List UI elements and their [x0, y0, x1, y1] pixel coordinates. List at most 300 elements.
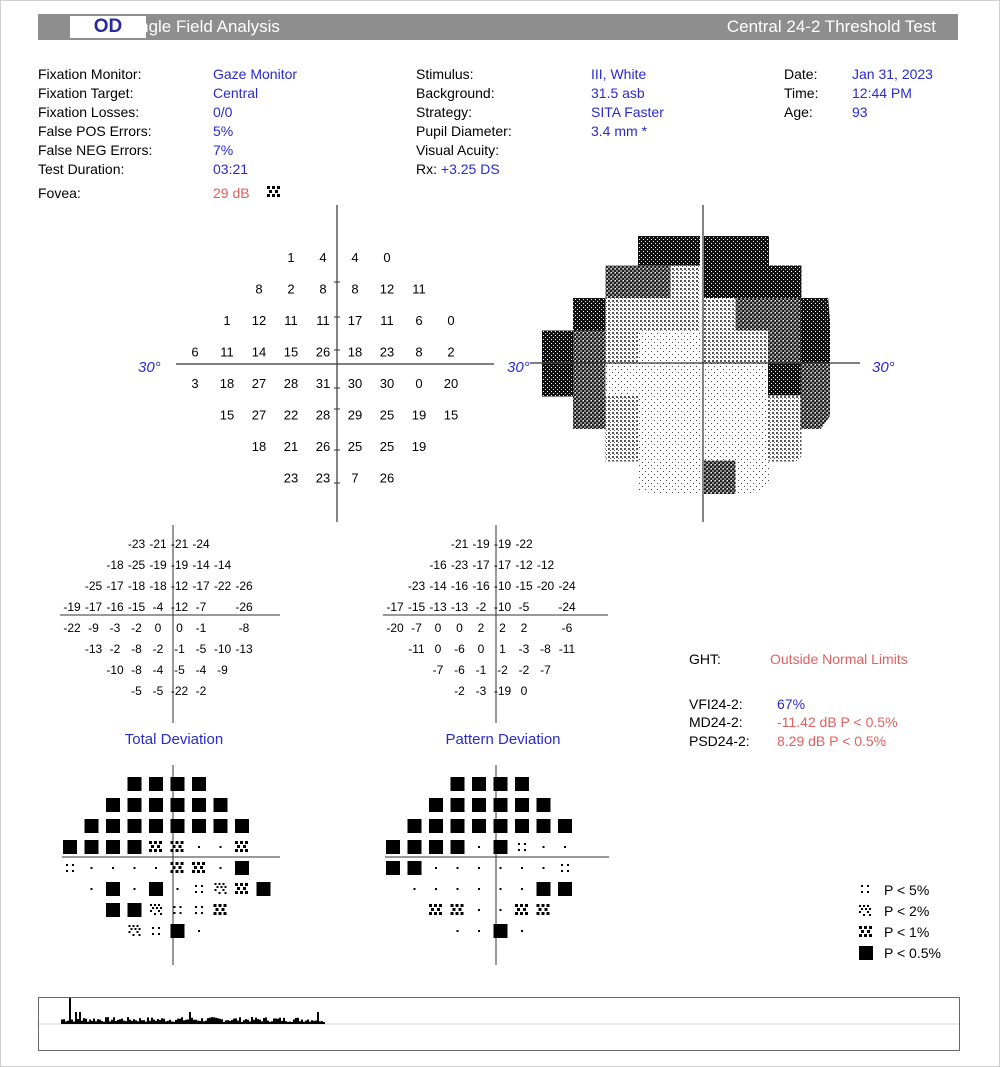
deviation-value: -22 [213, 579, 232, 593]
deviation-value: -8 [131, 642, 142, 656]
gray-axis-label-right: 30° [872, 359, 895, 376]
deviation-value: 0 [154, 621, 162, 635]
p05-symbol-icon [171, 924, 185, 938]
threshold-value: 8 [415, 344, 423, 360]
md-value: -11.42 dB P < 0.5% [777, 714, 898, 730]
normal-dot-icon [91, 867, 93, 869]
grayscale-cell [671, 266, 705, 300]
deviation-value: -22 [170, 684, 189, 698]
grayscale-cell [573, 298, 607, 332]
threshold-value: 29 [347, 407, 363, 423]
grayscale-cell [671, 428, 705, 462]
normal-dot-icon [521, 867, 523, 869]
legend-label: P < 5% [884, 882, 930, 898]
info-value: 03:21 [213, 161, 249, 177]
vfi-value: 67% [777, 696, 806, 712]
p05-symbol-icon [494, 840, 508, 854]
info-label: Fixation Losses: [38, 104, 140, 120]
p05-symbol-icon [515, 819, 529, 833]
pattern-deviation-map [363, 525, 623, 725]
rx-value: +3.25 DS [440, 161, 500, 177]
deviation-value: -2 [497, 663, 508, 677]
p1-symbol-icon [515, 904, 528, 915]
p5-symbol-icon [195, 885, 203, 893]
grayscale-cell [606, 396, 640, 430]
threshold-value: 3 [191, 376, 199, 391]
p05-symbol-icon [558, 819, 572, 833]
threshold-value: 11 [316, 313, 330, 328]
p05-symbol-icon [537, 882, 551, 896]
p1-symbol-icon [149, 841, 162, 852]
grayscale-cell [541, 331, 575, 365]
info-label: Strategy: [416, 104, 473, 120]
deviation-value: -5 [195, 642, 207, 656]
normal-dot-icon [112, 867, 114, 869]
deviation-value: -14 [213, 558, 232, 572]
p05-symbol-icon [558, 882, 572, 896]
deviation-value: -19 [493, 537, 512, 551]
deviation-value: 0 [434, 621, 442, 635]
threshold-value: 0 [447, 313, 455, 328]
grayscale-cell [736, 233, 770, 267]
deviation-value: -3 [109, 621, 121, 635]
grayscale-cell [671, 233, 705, 267]
normal-dot-icon [457, 867, 459, 869]
grayscale-cell [638, 266, 672, 300]
deviation-value: -2 [152, 642, 164, 656]
p1-symbol-icon [192, 862, 205, 873]
p5-symbol-icon [858, 883, 874, 897]
deviation-value: -17 [472, 558, 490, 572]
p05-symbol-icon [85, 819, 99, 833]
info-value: 93 [852, 104, 868, 120]
deviation-value: -21 [149, 537, 167, 551]
normal-dot-icon [564, 846, 566, 848]
total-deviation-label: Total Deviation [124, 731, 224, 748]
p05-symbol-icon [128, 903, 142, 917]
p1-symbol-icon [171, 841, 184, 852]
info-value: 7% [213, 142, 234, 158]
normal-dot-icon [457, 930, 459, 932]
grayscale-cell [638, 233, 672, 267]
deviation-value: -24 [192, 537, 210, 551]
deviation-value: -16 [429, 558, 447, 572]
deviation-value: -23 [127, 537, 146, 551]
p05-symbol-icon [106, 819, 120, 833]
gaze-tracking-box [38, 997, 960, 1051]
p05-symbol-icon [171, 798, 185, 812]
normal-dot-icon [177, 888, 179, 890]
p05-symbol-icon [429, 840, 443, 854]
grayscale-cell [703, 396, 737, 430]
deviation-value: -20 [386, 621, 404, 635]
total-probability-map [40, 765, 300, 970]
p05-symbol-icon [451, 798, 465, 812]
threshold-value: 11 [220, 344, 234, 360]
deviation-value: -1 [195, 621, 207, 635]
grayscale-cell [671, 331, 705, 365]
deviation-value: -5 [131, 684, 142, 698]
deviation-value: 1 [499, 642, 506, 656]
normal-dot-icon [91, 888, 93, 890]
deviation-value: -15 [407, 600, 426, 614]
threshold-value: 8 [319, 281, 327, 297]
threshold-value: 14 [251, 344, 267, 360]
threshold-value: 27 [251, 407, 267, 423]
info-label [416, 160, 512, 179]
info-value: III, White [591, 66, 647, 82]
info-right-labels [784, 65, 818, 122]
threshold-value: 20 [443, 376, 459, 391]
info-value: 31.5 asb [591, 85, 645, 101]
p05-symbol-icon [472, 777, 486, 791]
pattern-probability-map [363, 765, 623, 970]
p05-symbol-icon [171, 819, 185, 833]
normal-dot-icon [134, 888, 136, 890]
info-label: Visual Acuity: [416, 142, 500, 158]
p05-symbol-icon [494, 819, 508, 833]
p1-symbol-icon [171, 862, 184, 873]
grayscale-cell [606, 266, 640, 300]
deviation-value: -10 [493, 600, 512, 614]
p05-symbol-icon [451, 840, 465, 854]
eye-label: OD [70, 16, 146, 38]
p05-symbol-icon [63, 840, 77, 854]
deviation-value: -4 [195, 663, 207, 677]
grayscale-cell [671, 298, 705, 332]
normal-dot-icon [155, 867, 157, 869]
p05-symbol-icon [106, 882, 120, 896]
grayscale-cell [736, 461, 770, 495]
p05-symbol-icon [192, 798, 206, 812]
deviation-value: -24 [558, 579, 576, 593]
grayscale-cell [638, 428, 672, 462]
grayscale-cell [703, 428, 737, 462]
deviation-value: -8 [131, 663, 142, 677]
grayscale-cell [768, 396, 802, 430]
deviation-value: -5 [174, 663, 185, 677]
grayscale-cell [606, 363, 640, 397]
normal-dot-icon [198, 846, 200, 848]
deviation-value: -8 [238, 621, 250, 635]
p5-symbol-icon [174, 906, 182, 914]
threshold-value: 4 [351, 250, 359, 265]
deviation-value: -2 [475, 600, 487, 614]
p5-symbol-icon [152, 927, 160, 935]
normal-dot-icon [521, 930, 523, 932]
grayscale-cell [606, 331, 640, 365]
info-label: Pupil Diameter: [416, 123, 512, 139]
threshold-value: 11 [380, 313, 394, 328]
deviation-value: 0 [477, 642, 485, 656]
deviation-value: -16 [472, 579, 490, 593]
normal-dot-icon [478, 930, 480, 932]
grayscale-cell [606, 428, 640, 462]
p1-symbol-icon [537, 904, 550, 915]
deviation-value: -12 [170, 600, 189, 614]
gaze-tracking-trace [39, 998, 959, 1050]
deviation-value: -20 [536, 579, 555, 593]
deviation-value: -6 [454, 663, 465, 677]
p05-symbol-icon [494, 777, 508, 791]
threshold-value: 2 [287, 281, 295, 297]
normal-dot-icon [435, 888, 437, 890]
deviation-value: -2 [131, 621, 142, 635]
info-mid-values [591, 65, 664, 160]
normal-dot-icon [478, 846, 480, 848]
fovea-label: Fovea: [38, 185, 81, 201]
md-label: MD24-2: [689, 714, 743, 730]
legend-p05 [858, 945, 941, 961]
deviation-value: -21 [450, 537, 469, 551]
normal-dot-icon [500, 867, 502, 869]
deviation-value: 2 [477, 621, 485, 635]
p05-symbol-icon [128, 798, 142, 812]
p05-symbol-icon [515, 777, 529, 791]
deviation-value: -16 [106, 600, 124, 614]
deviation-value: -2 [195, 684, 207, 698]
normal-dot-icon [521, 888, 523, 890]
grayscale-cell [736, 298, 770, 332]
info-label: False POS Errors: [38, 123, 152, 139]
grayscale-cell [573, 396, 607, 430]
p05-symbol-icon [408, 840, 422, 854]
p1-symbol-icon [858, 925, 874, 939]
deviation-value: -9 [217, 663, 228, 677]
p05-symbol-icon [257, 882, 271, 896]
legend-p5 [858, 882, 929, 898]
report-header [38, 14, 958, 40]
info-label: Stimulus: [416, 66, 474, 82]
threshold-map [0, 200, 500, 530]
threshold-value: 0 [383, 250, 391, 265]
p5-symbol-icon [66, 864, 74, 872]
deviation-value: -11 [558, 642, 576, 656]
threshold-value: 27 [251, 376, 267, 391]
info-label: Time: [784, 85, 819, 101]
grayscale-cell [768, 266, 802, 300]
threshold-value: 2 [447, 344, 455, 360]
grayscale-cell [736, 396, 770, 430]
deviation-value: -14 [429, 579, 447, 593]
p05-symbol-icon [235, 819, 249, 833]
threshold-value: 18 [347, 344, 363, 360]
grayscale-cell [801, 363, 835, 397]
deviation-value: -13 [450, 600, 469, 614]
grayscale-cell [703, 298, 737, 332]
grayscale-cell [541, 363, 575, 397]
normal-dot-icon [134, 867, 136, 869]
info-value: Central [213, 85, 259, 101]
grayscale-cell [736, 363, 770, 397]
grayscale-cell [703, 461, 737, 495]
deviation-value: -17 [493, 558, 512, 572]
legend-label: P < 0.5% [884, 945, 941, 961]
deviation-value: -8 [540, 642, 551, 656]
grayscale-cell [573, 331, 607, 365]
info-right-values [852, 65, 933, 122]
p2-symbol-icon [129, 925, 141, 936]
deviation-value: -17 [84, 600, 103, 614]
info-label: Date: [784, 66, 818, 82]
p05-symbol-icon [472, 819, 486, 833]
p05-symbol-icon [408, 861, 422, 875]
threshold-value: 23 [315, 470, 331, 486]
deviation-value: -15 [127, 600, 146, 614]
total-deviation-map [40, 525, 300, 725]
threshold-value: 12 [379, 281, 395, 297]
info-value: 5% [213, 123, 234, 139]
p05-symbol-icon [214, 798, 228, 812]
p1-symbol-icon [214, 904, 227, 915]
deviation-value: -25 [84, 579, 103, 593]
deviation-value: -18 [106, 558, 124, 572]
threshold-value: 23 [379, 344, 395, 360]
info-label: Age: [784, 104, 813, 120]
p05-symbol-icon [106, 840, 120, 854]
grayscale-cell [736, 428, 770, 462]
deviation-value: -23 [407, 579, 426, 593]
axis-label-left: 30° [138, 359, 161, 376]
threshold-value: 28 [283, 376, 299, 391]
p5-symbol-icon [518, 843, 526, 851]
threshold-value: 15 [283, 344, 299, 360]
deviation-value: -18 [149, 579, 167, 593]
info-mid-labels [416, 65, 512, 179]
threshold-value: 18 [251, 439, 267, 454]
p1-symbol-icon [235, 883, 248, 894]
normal-dot-icon [478, 909, 480, 911]
p05-symbol-icon [85, 840, 99, 854]
deviation-value: -10 [213, 642, 232, 656]
deviation-value: -19 [63, 600, 81, 614]
deviation-value: 0 [520, 684, 528, 698]
test-name: Central 24-2 Threshold Test [726, 17, 936, 36]
ght-label: GHT: [689, 651, 721, 667]
p05-symbol-icon [128, 777, 142, 791]
deviation-value: -3 [518, 642, 530, 656]
threshold-value: 15 [443, 407, 459, 423]
deviation-value: -24 [558, 600, 576, 614]
threshold-value: 19 [411, 407, 427, 423]
threshold-value: 0 [415, 376, 423, 391]
threshold-value: 1 [223, 313, 231, 328]
p05-symbol-icon [149, 777, 163, 791]
threshold-value: 8 [255, 281, 263, 297]
info-left-values [213, 65, 297, 179]
grayscale-cell [801, 331, 835, 365]
grayscale-cell [671, 396, 705, 430]
info-value: SITA Faster [591, 104, 664, 120]
deviation-value: -22 [63, 621, 81, 635]
deviation-value: -12 [170, 579, 189, 593]
deviation-value: -7 [195, 600, 207, 614]
info-left-labels [38, 65, 152, 179]
p05-symbol-icon [494, 798, 508, 812]
p05-symbol-icon [515, 798, 529, 812]
p05-symbol-icon [451, 777, 465, 791]
p05-symbol-icon [451, 819, 465, 833]
p1-symbol-icon [429, 904, 442, 915]
pattern-deviation-label: Pattern Deviation [445, 731, 561, 748]
threshold-value: 19 [411, 439, 427, 454]
grayscale-cell [768, 428, 802, 462]
grayscale-cell [768, 331, 802, 365]
deviation-value: -12 [536, 558, 555, 572]
threshold-value: 6 [415, 313, 423, 328]
psd-label: PSD24-2: [689, 733, 750, 749]
threshold-value: 4 [319, 250, 327, 265]
grayscale-map [500, 200, 880, 530]
legend-label: P < 2% [884, 903, 930, 919]
p05-symbol-icon [235, 861, 249, 875]
legend-p2 [858, 903, 929, 919]
threshold-value: 7 [351, 470, 359, 486]
p05-symbol-icon [429, 798, 443, 812]
deviation-value: -6 [454, 642, 465, 656]
grayscale-cell [638, 363, 672, 397]
grayscale-cell [606, 298, 640, 332]
deviation-value: -4 [152, 600, 164, 614]
threshold-value: 30 [347, 376, 363, 391]
deviation-value: -17 [106, 579, 124, 593]
grayscale-cell [671, 461, 705, 495]
grayscale-cell [768, 298, 802, 332]
grayscale-cell [768, 363, 802, 397]
deviation-value: -15 [515, 579, 533, 593]
info-value: Gaze Monitor [213, 66, 298, 82]
deviation-value: -6 [561, 621, 573, 635]
deviation-value: -13 [429, 600, 447, 614]
threshold-value: 30 [379, 376, 395, 391]
normal-dot-icon [435, 867, 437, 869]
info-value: 12:44 PM [852, 85, 912, 101]
normal-dot-icon [543, 846, 545, 848]
p05-symbol-icon [386, 861, 400, 875]
threshold-value: 25 [379, 439, 395, 454]
deviation-value: 0 [434, 642, 442, 656]
p5-symbol-icon [195, 906, 203, 914]
threshold-value: 22 [283, 407, 299, 423]
rx-label: Rx: [416, 161, 437, 177]
threshold-value: 8 [351, 281, 359, 297]
p05-symbol-icon [386, 840, 400, 854]
threshold-value: 11 [284, 313, 298, 328]
fovea-value: 29 dB [213, 185, 250, 201]
threshold-value: 18 [219, 376, 235, 391]
deviation-value: -12 [515, 558, 533, 572]
info-value: 3.4 mm * [591, 123, 648, 139]
deviation-value: -7 [411, 621, 422, 635]
grayscale-cell [638, 461, 672, 495]
p05-symbol-icon [171, 777, 185, 791]
deviation-value: -7 [432, 663, 444, 677]
threshold-value: 11 [412, 281, 426, 297]
threshold-value: 23 [283, 470, 299, 486]
threshold-value: 26 [379, 470, 395, 486]
deviation-value: -2 [518, 663, 530, 677]
p05-symbol-icon [494, 924, 508, 938]
info-value: Jan 31, 2023 [852, 66, 933, 82]
deviation-value: -22 [515, 537, 533, 551]
p2-symbol-icon [150, 904, 162, 915]
deviation-value: -7 [540, 663, 551, 677]
deviation-value: -11 [408, 642, 425, 656]
deviation-value: -17 [386, 600, 404, 614]
ght-value: Outside Normal Limits [770, 651, 908, 667]
info-value [591, 141, 664, 160]
deviation-value: 0 [176, 621, 183, 635]
